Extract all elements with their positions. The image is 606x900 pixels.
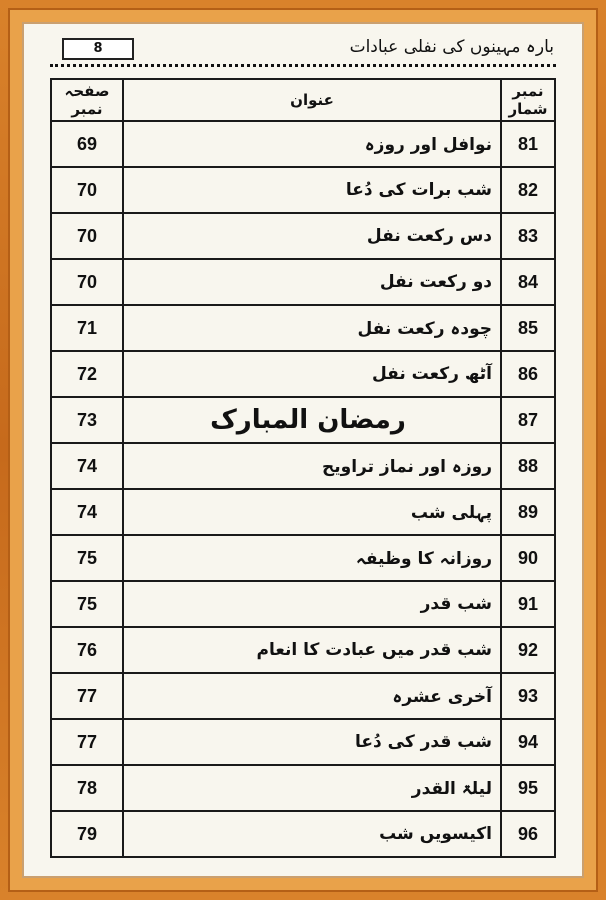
- running-title: بارہ مہینوں کی نفلی عبادات: [349, 37, 554, 57]
- table-row: [51, 673, 555, 719]
- row-serial-number: 81: [501, 121, 555, 167]
- row-serial-number: 86: [501, 351, 555, 397]
- header-number: نمبر شمار: [501, 79, 555, 121]
- table-row: [51, 397, 555, 443]
- row-title: شب قدر: [123, 581, 501, 627]
- row-page-number: 75: [51, 581, 123, 627]
- row-page-number: 76: [51, 627, 123, 673]
- row-page-number: 70: [51, 167, 123, 213]
- table-of-contents: [50, 78, 556, 858]
- row-title: آخری عشرہ: [123, 673, 501, 719]
- page-number: 8: [62, 38, 134, 60]
- row-title: دو رکعت نفل: [123, 259, 501, 305]
- row-page-number: 70: [51, 213, 123, 259]
- row-title: اکیسویں شب: [123, 811, 501, 857]
- table-row: [51, 213, 555, 259]
- row-serial-number: 96: [501, 811, 555, 857]
- row-page-number: 77: [51, 673, 123, 719]
- table-row: [51, 305, 555, 351]
- header-title: عنوان: [123, 79, 501, 121]
- dotted-divider: [50, 64, 556, 67]
- row-serial-number: 95: [501, 765, 555, 811]
- row-title: نوافل اور روزہ: [123, 121, 501, 167]
- row-page-number: 79: [51, 811, 123, 857]
- row-title: روزہ اور نماز تراویح: [123, 443, 501, 489]
- row-title: آٹھ رکعت نفل: [123, 351, 501, 397]
- row-title: رمضان المبارک: [123, 397, 501, 443]
- row-page-number: 73: [51, 397, 123, 443]
- table-row: [51, 627, 555, 673]
- row-page-number: 70: [51, 259, 123, 305]
- row-title: شب قدر میں عبادت کا انعام: [123, 627, 501, 673]
- row-page-number: 69: [51, 121, 123, 167]
- table-row: [51, 121, 555, 167]
- row-serial-number: 82: [501, 167, 555, 213]
- table-row: [51, 167, 555, 213]
- row-page-number: 71: [51, 305, 123, 351]
- row-title: شب برات کی دُعا: [123, 167, 501, 213]
- table-row: [51, 443, 555, 489]
- row-serial-number: 83: [501, 213, 555, 259]
- row-serial-number: 88: [501, 443, 555, 489]
- table-row: [51, 765, 555, 811]
- table-row: [51, 489, 555, 535]
- row-page-number: 75: [51, 535, 123, 581]
- row-serial-number: 85: [501, 305, 555, 351]
- table-row: [51, 719, 555, 765]
- row-serial-number: 84: [501, 259, 555, 305]
- row-title: روزانہ کا وظیفہ: [123, 535, 501, 581]
- row-title: پہلی شب: [123, 489, 501, 535]
- row-serial-number: 94: [501, 719, 555, 765]
- table-row: [51, 581, 555, 627]
- row-serial-number: 90: [501, 535, 555, 581]
- table-row: [51, 351, 555, 397]
- table-row: [51, 535, 555, 581]
- table-row: [51, 811, 555, 857]
- row-title: دس رکعت نفل: [123, 213, 501, 259]
- row-page-number: 74: [51, 443, 123, 489]
- row-serial-number: 92: [501, 627, 555, 673]
- row-serial-number: 87: [501, 397, 555, 443]
- row-serial-number: 91: [501, 581, 555, 627]
- header-page: صفحہ نمبر: [51, 79, 123, 121]
- row-page-number: 77: [51, 719, 123, 765]
- table-header-row: [51, 79, 555, 121]
- row-title: شب قدر کی دُعا: [123, 719, 501, 765]
- row-page-number: 74: [51, 489, 123, 535]
- row-page-number: 72: [51, 351, 123, 397]
- row-page-number: 78: [51, 765, 123, 811]
- table-row: [51, 259, 555, 305]
- row-title: لیلۃ القدر: [123, 765, 501, 811]
- row-title: چودہ رکعت نفل: [123, 305, 501, 351]
- row-serial-number: 89: [501, 489, 555, 535]
- row-serial-number: 93: [501, 673, 555, 719]
